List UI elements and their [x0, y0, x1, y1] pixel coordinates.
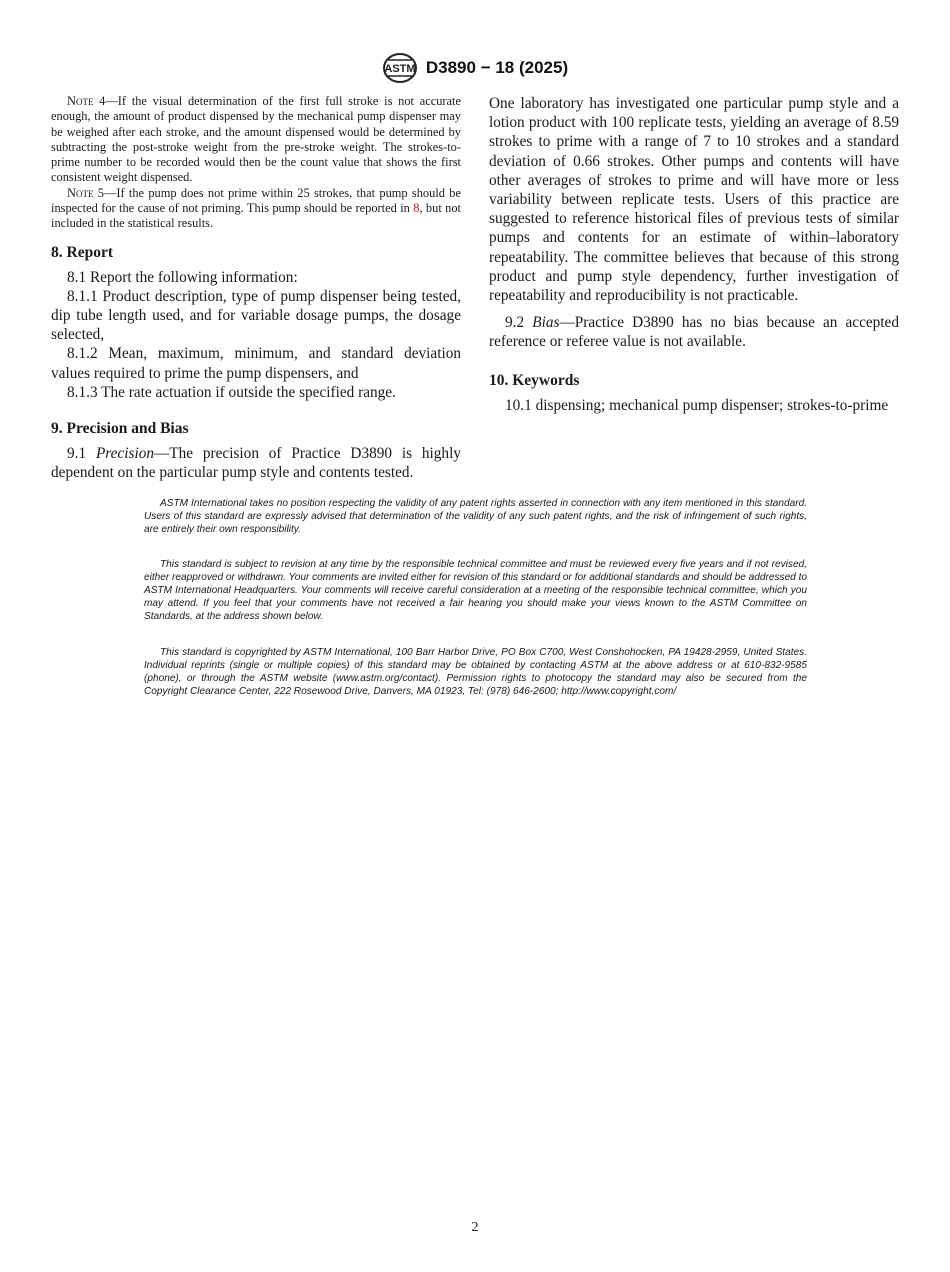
note-5 [51, 186, 461, 232]
section-9-heading: 9. Precision and Bias [51, 420, 189, 438]
page-number: 2 [471, 1220, 479, 1235]
paragraph-8-1: 8.1 Report the following information: [67, 268, 298, 286]
paragraph-9-1-number: 9.1 [67, 445, 96, 463]
patent-disclaimer: ASTM International takes no position respecting the validity of any patent rights asserted in connection with any item mentioned in this standard. Users of this standard are expressly advised that determination of the validity of any such patent rights, and the risk of infringement of such rights, are entirely their own responsibility. [144, 498, 807, 535]
paragraph-8-1-2: 8.1.2 Mean, maximum, minimum, and standard deviation values required to prime the pump dispensers, and [51, 345, 461, 382]
bias-term: Bias [532, 314, 560, 332]
precision-term: Precision [95, 445, 154, 463]
page-header [0, 52, 950, 89]
astm-logo-icon [382, 52, 418, 84]
note-4-label: Note 4 [67, 94, 106, 108]
svg-text:ASTM: ASTM [384, 63, 416, 75]
section-8-heading: 8. Report [51, 243, 113, 261]
paragraph-9-1-continued: One laboratory has investigated one particular pump style and a lotion product with 100 replicate tests, yielding an average of 8.59 strokes to prime with a range of 7 to 10 strokes and a standard deviation of 0.66 strokes. Other pumps and contents will have other averages of strokes to prime and will have more or less variability between replicate tests. Users of this practice are suggested to reference historical files of previous tests of similar pumps and contents for an estimate of within–laboratory repeatability. The committee believes that because of this strong product and pump style dependency, further investigation of repeatability and reproducibility is not practicable. [489, 95, 899, 305]
paragraph-8-1-3: 8.1.3 The rate actuation if outside the specified range. [67, 383, 396, 401]
note-5-text-a: —If the pump does not prime within 25 strokes, that pump should be inspected for the cause of not priming. This pump should be reported in [51, 185, 461, 216]
document-id: D3890 − 18 (2025) [425, 58, 569, 77]
paragraph-9-2 [489, 313, 899, 351]
note-5-text-b: , but not included in the statistical results. [51, 201, 461, 231]
paragraph-9-2-text: —Practice D3890 has no bias because an accepted reference or referee value is not available. [489, 314, 900, 351]
left-column [51, 94, 461, 483]
note-4 [51, 94, 461, 186]
copyright-notice: This standard is copyrighted by ASTM International, 100 Barr Harbor Drive, PO Box C700, West Conshohocken, PA 19428-2959, United States. Individual reprints (single or multiple copies) of this standard may be obtained by contacting ASTM at the above address or at 610-832-9585 (phone), or through the ASTM website (www.astm.org/contact). Permission rights to photocopy the standard may also be secured from the Copyright Clearance Center, 222 Rosewood Drive, Danvers, MA 01923, Tel: (978) 646-2600; http://www.copyright.com/ [144, 647, 807, 697]
paragraph-8-1-1: 8.1.1 Product description, type of pump dispenser being tested, dip tube length used, and for variable dosage pumps, the dosage selected, [51, 287, 461, 344]
paragraph-9-1 [51, 444, 461, 482]
right-column [489, 94, 899, 415]
paragraph-9-1-text: —The precision of Practice D3890 is highly dependent on the particular pump style and contents tested. [51, 445, 461, 482]
section-10-heading: 10. Keywords [489, 371, 580, 389]
note-5-label: Note 5 [67, 185, 104, 200]
paragraph-9-2-number: 9.2 [505, 314, 533, 332]
note-4-text: —If the visual determination of the first full stroke is not accurate enough, the amount of product dispensed by the mechanical pump dispenser may be weighed after each stroke, and the amount dispensed would be determined by subtracting the post-stroke weight from the pre-stroke weight. The strokes-to-prime number to be recorded would then be the count value that shows the first consistent weight dispensed. [51, 94, 461, 185]
section-8-link[interactable]: 8 [413, 201, 420, 216]
paragraph-10-1: 10.1 dispensing; mechanical pump dispenser; strokes-to-prime [505, 396, 889, 414]
revision-notice: This standard is subject to revision at any time by the responsible technical committee and must be reviewed every five years and if not revised, either reapproved or withdrawn. Your comments are invited either for revision of this standard or for additional standards and should be addressed to ASTM International Headquarters. Your comments will receive careful consideration at a meeting of the responsible technical committee, which you may attend. If you feel that your comments have not received a fair hearing you should make your views known to the ASTM Committee on Standards, at the address shown below. [144, 559, 808, 622]
